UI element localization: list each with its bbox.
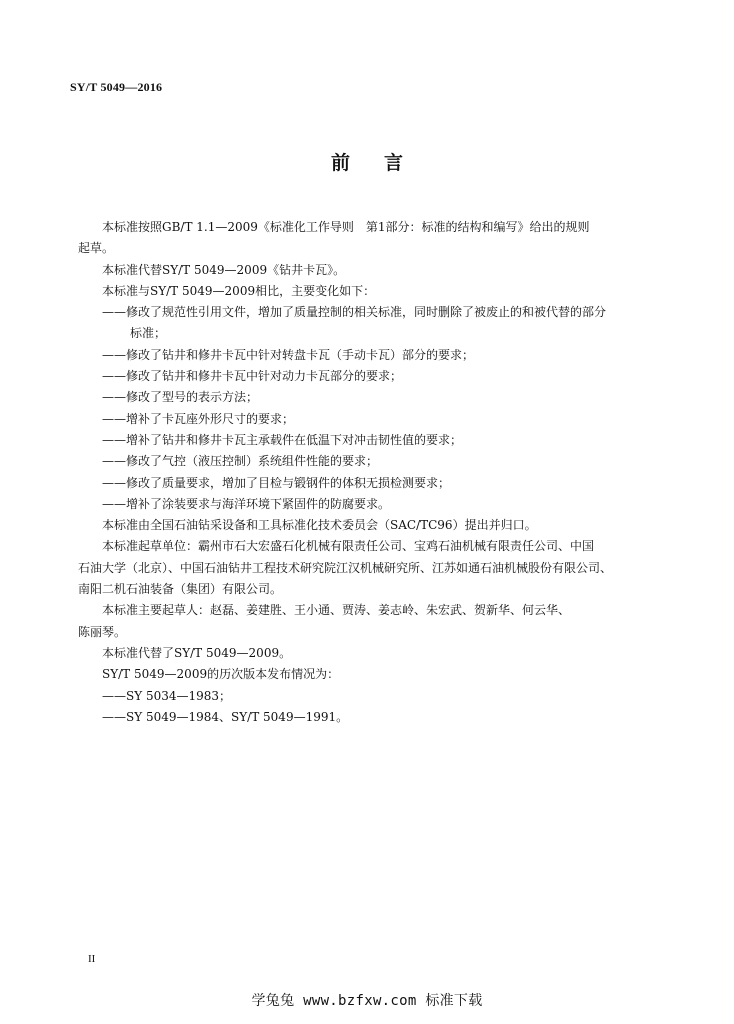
paragraph-drafters-line-2: 陈丽琴。 — [78, 624, 127, 639]
change-item: ——修改了钻井和修井卡瓦中针对动力卡瓦部分的要求； — [102, 369, 403, 384]
site-watermark: 学兔兔 www.bzfxw.com 标准下载 — [251, 993, 483, 1009]
paragraph-changes-intro: 本标准与SY/T 5049—2009相比，主要变化如下： — [102, 283, 376, 298]
paragraph-drafters-line-1: 本标准主要起草人：赵磊、姜建胜、王小通、贾涛、姜志岭、朱宏武、贺新华、何云华、 — [102, 603, 571, 618]
change-item: ——增补了卡瓦座外形尺寸的要求； — [102, 411, 295, 426]
paragraph-drafting-units-line-2: 石油大学（北京）、中国石油钻井工程技术研究院江汉机械研究所、江苏如通石油机械股份有限公司、 — [78, 560, 613, 575]
change-item: ——增补了钻井和修井卡瓦主承载件在低温下对冲击韧性值的要求； — [102, 432, 463, 447]
paragraph-drafting-rules-line-2: 起草。 — [78, 241, 115, 256]
change-item: ——修改了规范性引用文件，增加了质量控制的相关标准，同时删除了被废止的和被代替的部分 — [102, 305, 607, 320]
page-number: II — [88, 953, 96, 965]
paragraph-replaces: 本标准代替SY/T 5049—2009《钻井卡瓦》。 — [102, 262, 346, 277]
paragraph-superseded: 本标准代替了SY/T 5049—2009。 — [102, 645, 292, 660]
foreword-body — [78, 217, 658, 728]
paragraph-drafting-units-line-1: 本标准起草单位：霸州市石大宏盛石化机械有限责任公司、宝鸡石油机械有限责任公司、中国 — [102, 539, 595, 554]
standard-code: SY/T 5049—2016 — [70, 80, 163, 94]
paragraph-proposer: 本标准由全国石油钻采设备和工具标准化技术委员会（SAC/TC96）提出并归口。 — [102, 518, 537, 533]
history-item: ——SY 5034—1983； — [102, 688, 232, 703]
page-title: 前言 — [330, 152, 437, 174]
paragraph-history-intro: SY/T 5049—2009的历次版本发布情况为： — [102, 667, 340, 682]
history-item: ——SY 5049—1984、SY/T 5049—1991。 — [102, 709, 349, 724]
paragraph-drafting-units-line-3: 南阳二机石油装备（集团）有限公司。 — [78, 582, 283, 597]
change-item-continuation: 标准； — [130, 326, 167, 341]
paragraph-drafting-rules-line-1: 本标准按照GB/T 1.1—2009《标准化工作导则 第1部分：标准的结构和编写》给出的规则 — [102, 220, 590, 234]
change-item: ——增补了涂装要求与海洋环境下紧固件的防腐要求。 — [102, 496, 391, 511]
change-item: ——修改了气控（液压控制）系统组件性能的要求； — [102, 454, 379, 469]
change-item: ——修改了质量要求，增加了目检与锻钢件的体积无损检测要求； — [102, 475, 451, 490]
change-item: ——修改了型号的表示方法； — [102, 390, 259, 405]
change-item: ——修改了钻井和修井卡瓦中针对转盘卡瓦（手动卡瓦）部分的要求； — [102, 347, 475, 362]
